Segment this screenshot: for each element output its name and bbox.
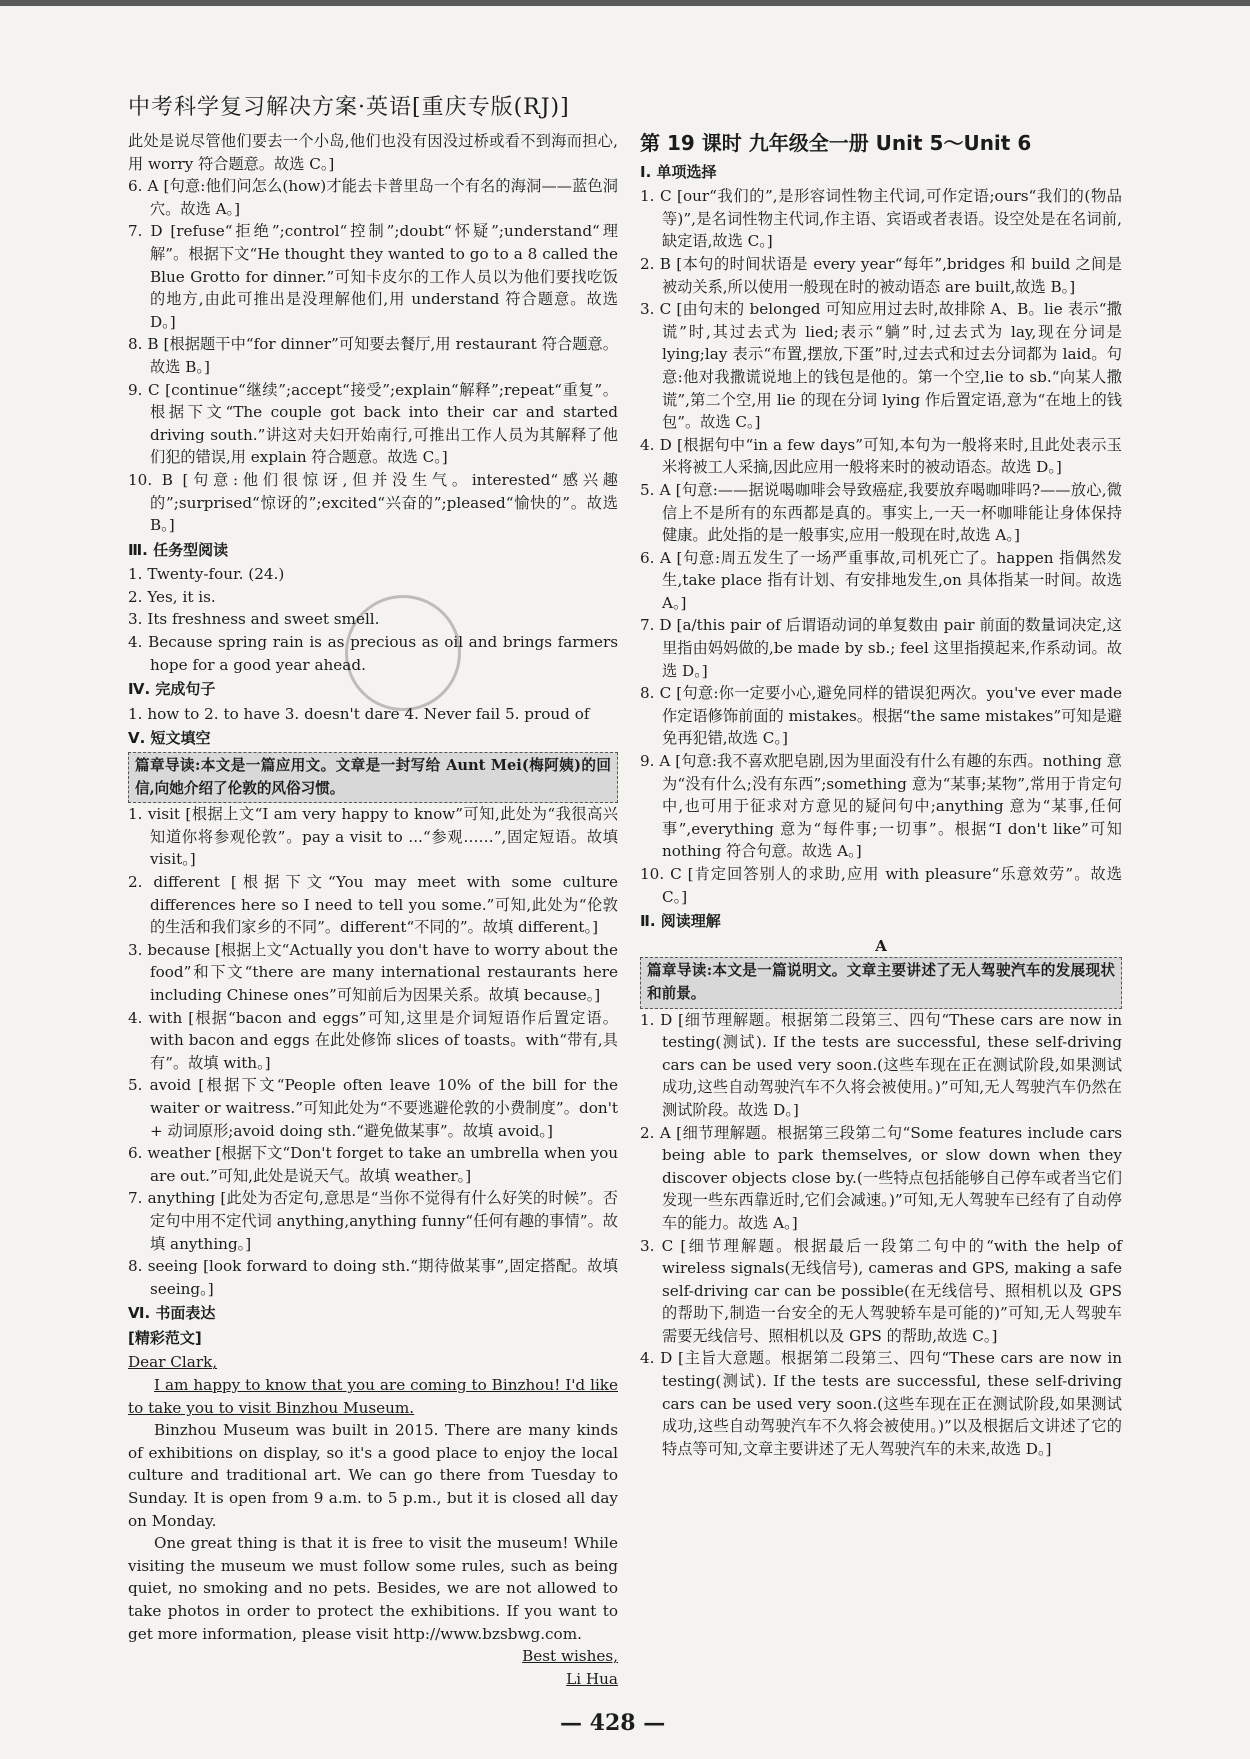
fill-answer-4: 4. with [根据“bacon and eggs”可知,这里是介词短语作后置定语。with bacon and eggs 在此处修饰 slices of toasts。with“带有,具有”。故填 with。]: [128, 1008, 618, 1072]
answer-8: 8. B [根据题干中“for dinner”可知要去餐厅,用 restaurant 符合题意。故选 B。]: [128, 335, 618, 376]
reading-answer-2: 2. A [细节理解题。根据第三段第二句“Some features include cars being able to park themselves, or slow down when they discover objects close by.(一些特点包括能够自己停车或者当它们发现一些东西靠近时,它们会减速。)”可知,无人驾驶车已经有了自动停车的能力。故选 A。]: [640, 1123, 1122, 1232]
page-number: — 428 —: [560, 1710, 666, 1736]
choice-answer-5: 5. A [句意:——据说喝咖啡会导致癌症,我要放弃喝咖啡吗?——放心,微信上不是所有的东西都是真的。事实上,一天一杯咖啡能让身体保持健康。此处指的是一般事实,应用一般现在时,故选 A。]: [640, 480, 1122, 545]
fill-answer-5: 5. avoid [根据下文“People often leave 10% of the bill for the waiter or waitress.”可知此处为“不要逃避伦敦的小费制度”。don't + 动词原形;avoid doing sth.“避免做某事”。故填 avoid。]: [128, 1076, 618, 1140]
complete-sentence-answers: 1. how to 2. to have 3. doesn't dare 4. Never fail 5. proud of: [128, 704, 590, 723]
left-column: [128, 130, 618, 1690]
answer-9: 9. C [continue“继续”;accept“接受”;explain“解释”;repeat“重复”。根据下文“The couple got back into their car and started driving south.”讲这对夫妇开始南行,可推出工作人员为其解释了他们犯的错误,用 explain 符合题意。故选 C。]: [128, 380, 618, 467]
fill-answer-7: 7. anything [此处为否定句,意思是“当你不觉得有什么好笑的时候”。否定句中用不定代词 anything,anything funny“任何有趣的事情”。故填 anything。]: [128, 1189, 618, 1253]
choice-answer-7: 7. D [a/this pair of 后谓语动词的单复数由 pair 前面的数量词决定,这里指由妈妈做的,be made by sb.; feel 这里指摸起来,作系动词。故选 D。]: [640, 616, 1122, 680]
fill-answer-3: 3. because [根据上文“Actually you don't have to worry about the food”和下文“there are many international restaurants here including Chinese ones”可知前后为因果关系。故填 because。]: [128, 940, 618, 1004]
essay-closing: Best wishes,: [522, 1647, 618, 1666]
model-essay: [128, 1351, 618, 1690]
task-answer-3: 3. Its freshness and sweet smell.: [128, 610, 380, 629]
lesson-title: 第 19 课时 九年级全一册 Unit 5～Unit 6: [640, 131, 1032, 155]
passage-guide: 篇章导读:本文是一篇说明文。文章主要讲述了无人驾驶汽车的发展现状和前景。: [640, 957, 1122, 1008]
passage-guide: 篇章导读:本文是一篇应用文。文章是一封写给 Aunt Mei(梅阿姨)的回信,向她介绍了伦敦的风俗习惯。: [128, 752, 618, 803]
essay-greeting: Dear Clark,: [128, 1353, 218, 1372]
choice-answer-4: 4. D [根据句中“in a few days”可知,本句为一般将来时,且此处表示玉米将被工人采摘,因此应用一般将来时的被动语态。故选 D。]: [640, 435, 1122, 477]
section-heading: Ⅱ. 阅读理解: [640, 912, 721, 931]
choice-answer-6: 6. A [句意:周五发生了一场严重事故,司机死亡了。happen 指偶然发生,take place 指有计划、有安排地发生,on 具体指某一时间。故选 A。]: [640, 548, 1122, 612]
reading-answer-4: 4. D [主旨大意题。根据第二段第三、四句“These cars are now in testing(测试). If the tests are successful, these self-driving cars can be used very soon.(这些车现在正在测试阶段,如果测试成功,这些自动驾驶汽车不久将会被使用。)”以及根据后文讲述了它的特点等可知,文章主要讲述了无人驾驶汽车的未来,故选 D。]: [640, 1349, 1122, 1458]
section-heading: Ⅳ. 完成句子: [128, 680, 216, 699]
answer-6: 6. A [句意:他们问怎么(how)才能去卡普里岛一个有名的海洞——蓝色洞穴。故选 A。]: [128, 177, 618, 218]
reading-answer-3: 3. C [细节理解题。根据最后一段第二句中的“with the help of wireless signals(无线信号), cameras and GPS, making a safe self-driving car can be possible(在无线信号、照相机以及 GPS 的帮助下,制造一台安全的无人驾驶轿车是可能的)”可知,无人驾驶车需要无线信号、照相机以及 GPS 的帮助,故选 C。]: [640, 1236, 1122, 1345]
task-answer-4: 4. Because spring rain is as precious as oil and brings farmers hope for a good year ahead.: [128, 633, 618, 674]
choice-answer-1: 1. C [our“我们的”,是形容词性物主代词,可作定语;ours“我们的(物品等)”,是名词性物主代词,作主语、宾语或者表语。设空处是在名词前,缺定语,故选 C。]: [640, 187, 1122, 251]
answer-7: 7. D [refuse“拒绝”;control“控制”;doubt“怀疑”;understand“理解”。根据下文“He thought they wanted to go to a 8 called the Blue Grotto for dinner.”可知卡皮尔的工作人员以为他们要找吃饭的地方,由此可推出是没理解他们,用 understand 符合题意。故选 D。]: [128, 222, 618, 331]
part-label: A: [875, 936, 887, 955]
fill-answer-2: 2. different [根据下文“You may meet with some culture differences here so I need to tell you some.”可知,此处为“伦敦的生活和我们家乡的不同”。different“不同的”。故填 different。]: [128, 873, 618, 937]
answer-10: 10. B [句意:他们很惊讶,但并没生气。interested“感兴趣的”;surprised“惊讶的”;excited“兴奋的”;pleased“愉快的”。故选 B。]: [128, 470, 618, 535]
paragraph: 此处是说尽管他们要去一个小岛,他们也没有因没过桥或看不到海而担心,用 worry 符合题意。故选 C。]: [128, 132, 618, 173]
right-column: [640, 130, 1122, 1460]
fill-answer-1: 1. visit [根据上文“I am very happy to know”可知,此处为“我很高兴知道你将参观伦敦”。pay a visit to ...“参观……”,固定短语。故填 visit。]: [128, 805, 618, 869]
choice-answer-2: 2. B [本句的时间状语是 every year“每年”,bridges 和 build 之间是被动关系,所以使用一般现在时的被动语态 are built,故选 B。]: [640, 254, 1122, 296]
choice-answer-10: 10. C [肯定回答别人的求助,应用 with pleasure“乐意效劳”。故选 C。]: [640, 865, 1122, 906]
choice-answer-8: 8. C [句意:你一定要小心,避免同样的错误犯两次。you've ever made 作定语修饰前面的 mistakes。根据“the same mistakes”可知是避免再犯错,故选 C。]: [640, 684, 1122, 748]
essay-signature: Li Hua: [566, 1669, 618, 1688]
top-rule: [0, 0, 1250, 6]
essay-paragraph: I am happy to know that you are coming to Binzhou! I'd like to take you to visit Binzhou Museum.: [128, 1376, 618, 1417]
model-essay-label: [精彩范文]: [128, 1328, 202, 1347]
essay-paragraph: Binzhou Museum was built in 2015. There are many kinds of exhibitions on display, so it's a good place to enjoy the local culture and traditional art. We can go there from Tuesday to Sunday. It is open from 9 a.m. to 5 p.m., but it is closed all day on Monday.: [128, 1421, 618, 1530]
fill-answer-8: 8. seeing [look forward to doing sth.“期待做某事”,固定搭配。故填 seeing。]: [128, 1257, 618, 1298]
essay-paragraph: One great thing is that it is free to visit the museum! While visiting the museum we must follow some rules, such as being quiet, no smoking and no pets. Besides, we are not allowed to take photos in order to protect the exhibitions. If you want to get more information, please visit http://www.bzsbwg.com.: [128, 1534, 618, 1643]
choice-answer-3: 3. C [由句末的 belonged 可知应用过去时,故排除 A、B。lie 表示“撒谎”时,其过去式为 lied;表示“躺”时,过去式为 lay,现在分词是 lying;lay 表示“布置,摆放,下蛋”时,过去式和过去分词都为 laid。句意:他对我撒谎说地上的钱包是他的。第一个空,lie to sb.“向某人撒谎”,第二个空,用 lie 的现在分词 lying 作后置定语,意为“在地上的钱包”。故选 C。]: [640, 300, 1122, 432]
section-heading: Ⅲ. 任务型阅读: [128, 540, 229, 559]
task-answer-1: 1. Twenty-four. (24.): [128, 565, 285, 584]
section-heading: Ⅰ. 单项选择: [640, 162, 717, 181]
reading-answer-1: 1. D [细节理解题。根据第二段第三、四句“These cars are now in testing(测试). If the tests are successful, these self-driving cars can be used very soon.(这些车现在正在测试阶段,如果测试成功,这些自动驾驶汽车不久将会被使用。)”可知,无人驾驶汽车仍然在测试阶段。故选 D。]: [640, 1010, 1122, 1119]
choice-answer-9: 9. A [句意:我不喜欢肥皂剧,因为里面没有什么有趣的东西。nothing 意为“没有什么;没有东西”;something 意为“某事;某物”,常用于肯定句中,也可用于征求对方意见的疑问句中;anything 意为“某事,任何事”,everything 意为“每件事;一切事”。根据“I don't like”可知 nothing 符合句意。故选 A。]: [640, 752, 1122, 861]
task-answer-2: 2. Yes, it is.: [128, 587, 216, 606]
running-header: 中考科学复习解决方案·英语[重庆专版(RJ)]: [128, 95, 570, 120]
fill-answer-6: 6. weather [根据下文“Don't forget to take an umbrella when you are out.”可知,此处是说天气。故填 weather。]: [128, 1144, 618, 1185]
section-heading: Ⅴ. 短文填空: [128, 729, 211, 748]
section-heading: Ⅵ. 书面表达: [128, 1304, 216, 1323]
